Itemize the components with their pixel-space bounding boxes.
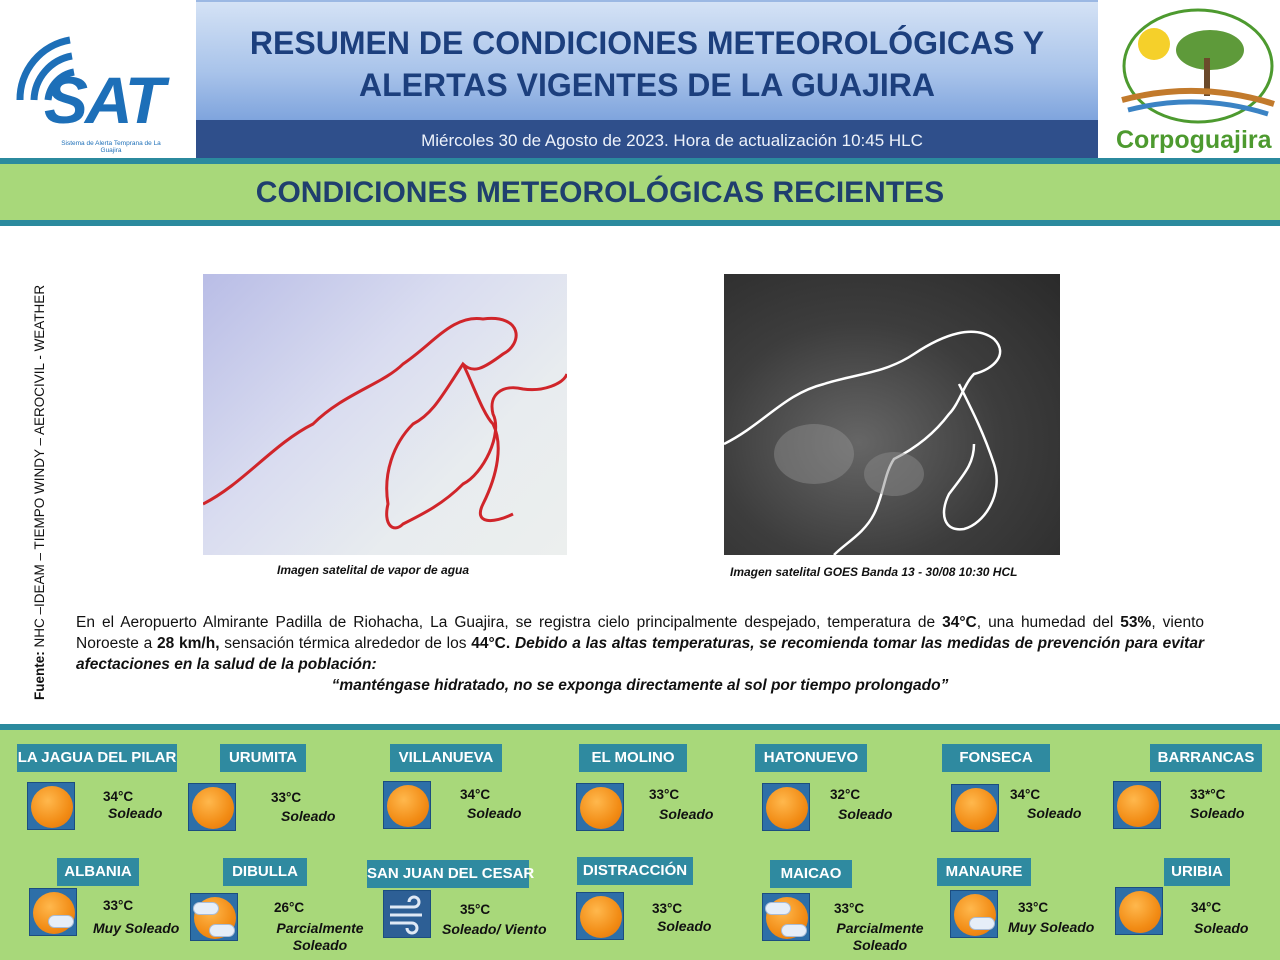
partly-cloudy-icon xyxy=(190,893,238,941)
sun-icon xyxy=(188,783,236,831)
divider xyxy=(0,220,1280,226)
city-name: URUMITA xyxy=(220,744,306,772)
source-label: Fuente: xyxy=(32,651,47,700)
city-temperature: 33°C xyxy=(649,787,680,802)
sun-icon xyxy=(383,781,431,829)
corpoguajira-logo-text: Corpoguajira xyxy=(1116,126,1272,154)
report-humidity: 53% xyxy=(1120,614,1152,631)
sun-icon xyxy=(762,783,810,831)
city-name: MAICAO xyxy=(770,860,852,888)
source-credits xyxy=(32,240,52,700)
sat-logo xyxy=(0,0,196,158)
city-name: SAN JUAN DEL CESAR xyxy=(367,860,529,888)
water-vapor-satellite-image xyxy=(203,274,567,555)
city-temperature: 33°C xyxy=(834,901,865,916)
city-temperature: 32°C xyxy=(830,787,861,802)
city-condition: Muy Soleado xyxy=(1008,919,1095,935)
city-temperature: 33°C xyxy=(103,898,134,913)
report-feels-like: 44°C xyxy=(471,635,506,652)
city-condition: Soleado xyxy=(838,806,893,822)
goes-satellite-image xyxy=(724,274,1060,555)
city-temperature: 34°C xyxy=(1191,900,1222,915)
report-text: , viento Noroeste a xyxy=(76,614,1204,652)
city-name: DISTRACCIÓN xyxy=(577,857,693,885)
city-condition: Parcialmente Soleado xyxy=(276,920,364,953)
date-bar xyxy=(196,120,1098,158)
city-condition: Soleado/ Viento xyxy=(442,921,547,937)
city-name: URIBIA xyxy=(1164,858,1230,886)
city-name: ALBANIA xyxy=(57,858,139,886)
city-condition: Soleado xyxy=(108,805,163,821)
partly-cloudy-icon xyxy=(762,893,810,941)
city-condition: Soleado xyxy=(1190,805,1245,821)
sun-small-cloud-icon xyxy=(950,890,998,938)
sun-small-cloud-icon xyxy=(29,888,77,936)
city-name: LA JAGUA DEL PILAR xyxy=(17,744,177,772)
city-temperature: 26°C xyxy=(274,900,305,915)
city-name: MANAURE xyxy=(937,858,1031,886)
weather-report xyxy=(76,612,1204,696)
report-wind: 28 km/h, xyxy=(157,635,220,652)
title-banner xyxy=(196,0,1098,120)
city-name: VILLANUEVA xyxy=(390,744,502,772)
city-name: BARRANCAS xyxy=(1150,744,1262,772)
sat-logo-subtitle: Sistema de Alerta Temprana de La Guajira xyxy=(61,140,161,154)
city-condition: Soleado xyxy=(1194,920,1249,936)
image-caption-1: Imagen satelital de vapor de agua xyxy=(277,563,470,577)
report-temperature: 34°C xyxy=(942,614,977,631)
city-condition: Muy Soleado xyxy=(93,920,180,936)
city-condition: Parcialmente Soleado xyxy=(836,920,924,953)
report-quote: “manténgase hidratado, no se exponga directamente al sol por tiempo prolongado” xyxy=(331,677,949,694)
city-condition: Soleado xyxy=(657,918,712,934)
sun-icon xyxy=(1115,887,1163,935)
page-title: RESUMEN DE CONDICIONES METEOROLÓGICAS Y ALERTAS VIGENTES DE LA GUAJIRA xyxy=(249,25,1045,103)
city-temperature: 34°C xyxy=(1010,787,1041,802)
city-condition: Soleado xyxy=(1027,805,1082,821)
corpoguajira-emblem-icon xyxy=(1098,0,1280,130)
report-recommendation: Debido a las altas temperaturas, se recomienda tomar las medidas de prevención para evitar afectaciones en la salud de la población: xyxy=(76,635,1204,673)
source-text: NHC –IDEAM – TIEMPO WINDY – AEROCIVIL - WEATHER xyxy=(32,284,47,652)
city-condition: Soleado xyxy=(281,808,336,824)
city-temperature: 34°C xyxy=(103,789,134,804)
city-temperature: 33°C xyxy=(271,790,302,805)
city-name: FONSECA xyxy=(942,744,1050,772)
sun-icon xyxy=(951,784,999,832)
city-temperature: 34°C xyxy=(460,787,491,802)
city-temperature: 33°C xyxy=(652,901,683,916)
image-caption-2: Imagen satelital GOES Banda 13 - 30/08 10:30 HCL xyxy=(730,565,1018,579)
corpoguajira-logo xyxy=(1098,0,1280,158)
report-text: , una humedad del xyxy=(976,614,1121,631)
sun-icon xyxy=(27,782,75,830)
city-name: HATONUEVO xyxy=(755,744,867,772)
update-date: Miércoles 30 de Agosto de 2023. Hora de actualización 10:45 HLC xyxy=(421,131,923,150)
report-text: En el Aeropuerto Almirante Padilla de Riohacha, La Guajira, se registra cielo principalmente despejado, temperatura de xyxy=(76,614,943,631)
sun-icon xyxy=(576,783,624,831)
section-header xyxy=(0,164,1280,220)
wind-icon xyxy=(383,890,431,938)
city-temperature: 33°C xyxy=(1018,900,1049,915)
city-condition: Soleado xyxy=(467,805,522,821)
city-temperature: 33*°C xyxy=(1190,787,1226,802)
city-name: EL MOLINO xyxy=(579,744,687,772)
city-temperature: 35°C xyxy=(460,902,491,917)
sun-icon xyxy=(1113,781,1161,829)
city-name: DIBULLA xyxy=(223,858,307,886)
section-title: CONDICIONES METEOROLÓGICAS RECIENTES xyxy=(255,176,945,209)
sun-icon xyxy=(576,892,624,940)
city-forecast-panel xyxy=(0,730,1280,960)
sat-logo-text: SAT xyxy=(44,63,163,137)
city-condition: Soleado xyxy=(659,806,714,822)
report-text: . xyxy=(505,635,515,652)
report-text: sensación térmica alrededor de los xyxy=(219,635,472,652)
